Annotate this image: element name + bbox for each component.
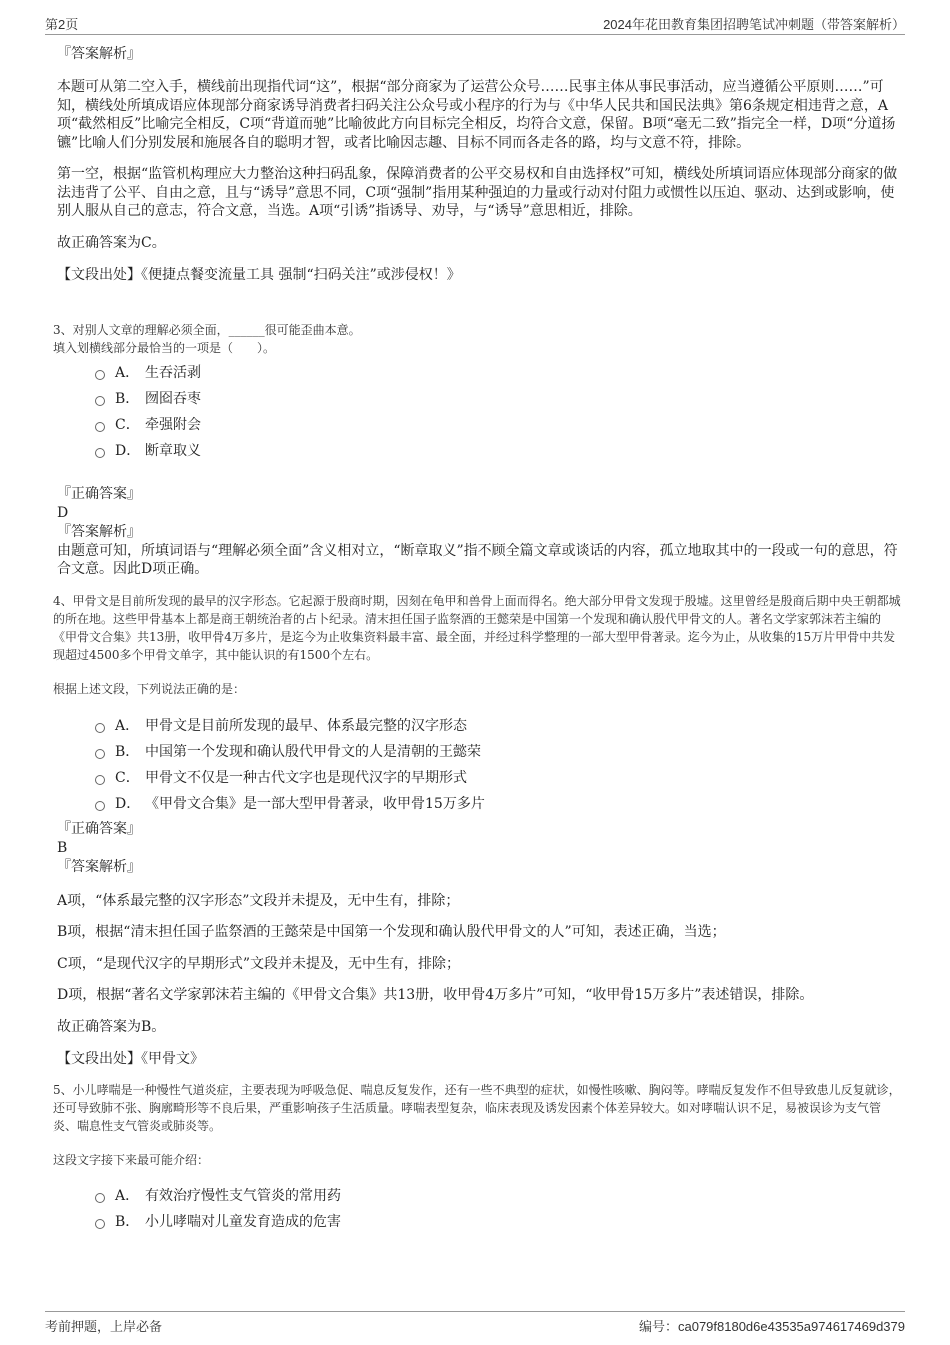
q4-source: 【文段出处】《甲骨文》	[57, 1051, 204, 1067]
q3-option-a[interactable]: A． 生吞活剥	[95, 360, 901, 386]
radio-icon[interactable]	[95, 396, 105, 406]
q3-options	[95, 360, 901, 464]
question-3	[53, 321, 901, 579]
q2-conclusion: 故正确答案为C。	[57, 234, 166, 251]
question-5	[53, 1081, 901, 1235]
q4-stem: 4、甲骨文是目前所发现的最早的汉字形态。它起源于殷商时期，因刻在龟甲和兽骨上面而得名。绝大部分甲骨文发现于殷墟。这里曾经是殷商后期中央王朝都城的所在地。这些甲骨基本上都是商王朝统治者的占卜纪录。清末担任国子监祭酒的王懿荣是中国第一个发现和确认殷代甲骨文的人。著名文学家郭沫若主编的《甲骨文合集》共13册，收甲骨4万多片，是迄今为止收集资料最丰富、最全面，并经过科学整理的一部大型甲骨著录。迄今为止，从收集的15万片甲骨中共发现超过4500多个甲骨文单字，其中能认识的有1500个左右。	[53, 593, 901, 662]
question-4	[53, 592, 901, 1069]
radio-icon[interactable]	[95, 775, 105, 785]
radio-icon[interactable]	[95, 723, 105, 733]
q4-conclusion: 故正确答案为B。	[57, 1018, 166, 1035]
q4-option-c[interactable]: C． 甲骨文不仅是一种古代文字也是现代汉字的早期形式	[95, 765, 901, 791]
document-body	[53, 44, 901, 1235]
page-number: 第2页	[45, 17, 79, 32]
radio-icon[interactable]	[95, 422, 105, 432]
q4-analysis-b: B项，根据“清末担任国子监祭酒的王懿荣是中国第一个发现和确认殷代甲骨文的人”可知，表述正确，当选；	[57, 924, 726, 940]
q2-analysis-label: 『答案解析』	[57, 46, 141, 62]
q4-correct-label: 『正确答案』	[57, 820, 141, 837]
q4-prompt: 根据上述文段，下列说法正确的是：	[53, 681, 246, 696]
q3-analysis-label: 『答案解析』	[57, 523, 141, 540]
q4-options	[95, 713, 901, 817]
q5-option-a[interactable]: A． 有效治疗慢性支气管炎的常用药	[95, 1183, 901, 1209]
document-id: 编号：ca079f8180d6e43535a974617469d379	[638, 1319, 905, 1334]
radio-icon[interactable]	[95, 1219, 105, 1229]
q4-analysis-c: C项，“是现代汉字的早期形式”文段并未提及，无中生有，排除；	[57, 955, 461, 972]
q3-option-b[interactable]: B． 囫囵吞枣	[95, 386, 901, 412]
q2-analysis-p2: 第一空，根据“监管机构理应大力整治这种扫码乱象，保障消费者的公平交易权和自由选择权”可知，横线处所填词语应体现部分商家的做法违背了公平、自由之意，且与“诱导”意思不同，C项“强制”指用某种强迫的力量或行动对付阻力或惯性以压迫、驱动、达到或影响，使别人服从自己的意志，符合文意，当选。A项“引诱”指诱导、劝导，与“诱导”意思相近，排除。	[57, 166, 898, 219]
q4-option-a[interactable]: A． 甲骨文是目前所发现的最早、体系最完整的汉字形态	[95, 713, 901, 739]
q5-stem: 5、小儿哮喘是一种慢性气道炎症，主要表现为呼吸急促、喘息反复发作，还有一些不典型的症状，如慢性咳嗽、胸闷等。哮喘反复发作不但导致患儿反复就诊，还可导致肺不张、胸廓畸形等不良后果，严重影响孩子生活质量。哮喘表型复杂，临床表现及诱发因素个体差异较大。如对哮喘认识不足，易被误诊为支气管炎、喘息性支气管炎或肺炎等。	[53, 1082, 901, 1133]
q3-correct-answer: D	[57, 504, 69, 521]
q3-analysis: 由题意可知，所填词语与“理解必须全面”含义相对立，“断章取义”指不顾全篇文章或谈话的内容，孤立地取其中的一段或一句的意思，符合文意。因此D项正确。	[57, 542, 898, 577]
q4-correct-answer: B	[57, 839, 68, 856]
radio-icon[interactable]	[95, 448, 105, 458]
radio-icon[interactable]	[95, 801, 105, 811]
q3-option-c[interactable]: C． 牵强附会	[95, 412, 901, 438]
radio-icon[interactable]	[95, 749, 105, 759]
radio-icon[interactable]	[95, 1193, 105, 1203]
page-footer	[45, 1311, 905, 1336]
q3-prompt: 填入划横线部分最恰当的一项是（ ）。	[53, 340, 276, 355]
q3-stem: 3、对别人文章的理解必须全面，______很可能歪曲本意。	[53, 322, 361, 337]
footer-slogan: 考前押题，上岸必备	[45, 1319, 163, 1334]
document-title: 2024年花田教育集团招聘笔试冲刺题（带答案解析）	[603, 17, 905, 32]
q4-option-d[interactable]: D． 《甲骨文合集》是一部大型甲骨著录，收甲骨15万多片	[95, 791, 901, 817]
q5-option-b[interactable]: B． 小儿哮喘对儿童发育造成的危害	[95, 1209, 901, 1235]
q2-analysis-p1: 本题可从第二空入手，横线前出现指代词“这”，根据“部分商家为了运营公众号……民事主体从事民事活动，应当遵循公平原则……”可知，横线处所填成语应体现部分商家诱导消费者扫码关注公众号或小程序的行为与《中华人民共和国民法典》第6条规定相违背之意，A项“截然相反”比喻完全相反，C项“背道而驰”比喻彼此方向目标完全相反，均符合文意，保留。B项“毫无二致”指完全一样，D项“分道扬镳”比喻人们分别发展和施展各自的聪明才智，或者比喻因志趣、目标不同而各走各的路，均与文意不符，排除。	[57, 79, 896, 151]
q4-option-b[interactable]: B． 中国第一个发现和确认殷代甲骨文的人是清朝的王懿荣	[95, 739, 901, 765]
q2-source: 【文段出处】《便捷点餐变流量工具 强制“扫码关注”或涉侵权！》	[57, 267, 461, 283]
q3-option-d[interactable]: D． 断章取义	[95, 438, 901, 464]
q4-analysis-d: D项，根据“著名文学家郭沫若主编的《甲骨文合集》共13册，收甲骨4万多片”可知，“收甲骨15万多片”表述错误，排除。	[57, 987, 814, 1003]
q4-analysis-a: A项，“体系最完整的汉字形态”文段并未提及，无中生有，排除；	[57, 892, 460, 909]
q5-options	[95, 1183, 901, 1235]
page-header	[45, 12, 905, 35]
radio-icon[interactable]	[95, 370, 105, 380]
q4-analysis-label: 『答案解析』	[57, 858, 141, 875]
q3-correct-label: 『正确答案』	[57, 485, 141, 502]
q5-prompt: 这段文字接下来最可能介绍：	[53, 1152, 210, 1167]
